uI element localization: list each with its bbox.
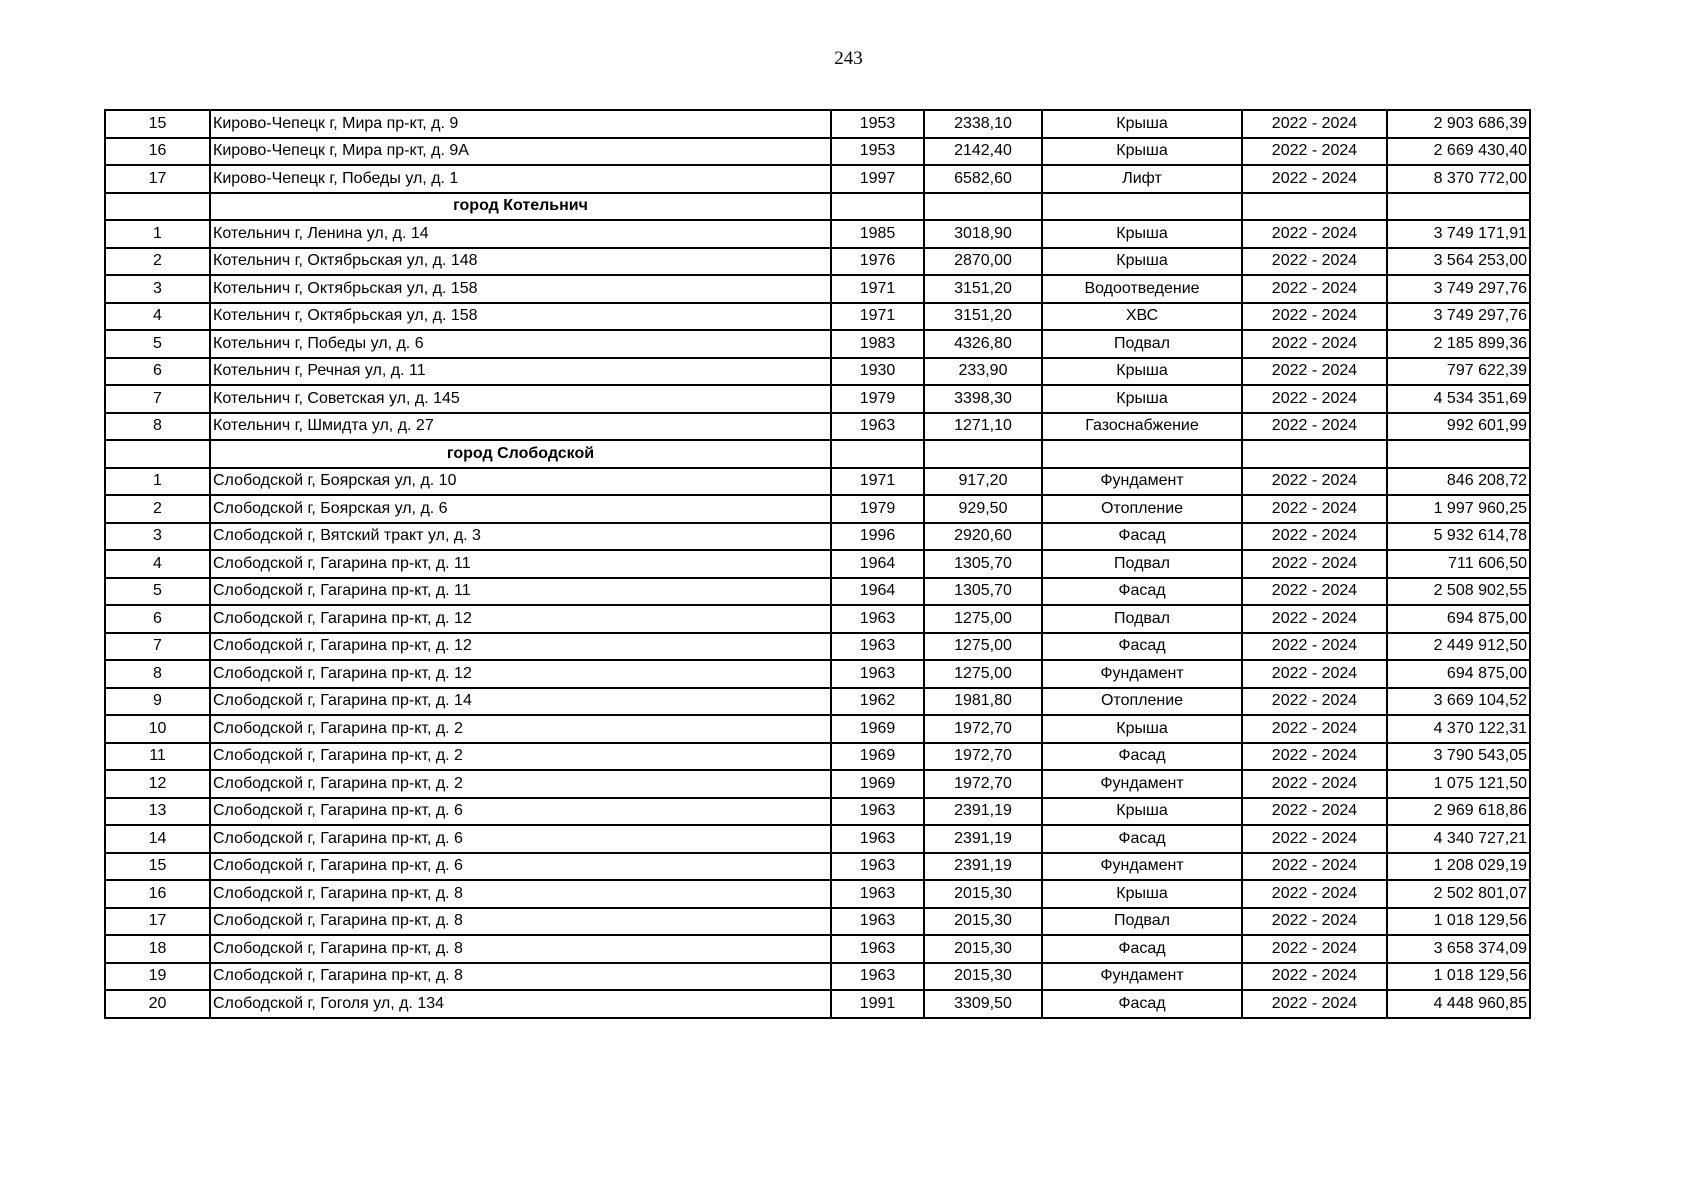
year-built-cell: 1963 bbox=[831, 908, 924, 936]
period-cell: 2022 - 2024 bbox=[1242, 908, 1387, 936]
cost-cell: 2 185 899,36 bbox=[1387, 330, 1530, 358]
cost-cell: 1 018 129,56 bbox=[1387, 963, 1530, 991]
empty-cell bbox=[924, 440, 1042, 468]
year-built-cell: 1991 bbox=[831, 990, 924, 1018]
work-type-cell: Подвал bbox=[1042, 908, 1242, 936]
area-cell: 1275,00 bbox=[924, 605, 1042, 633]
work-type-cell: Фундамент bbox=[1042, 660, 1242, 688]
address-cell: Слободской г, Гагарина пр-кт, д. 8 bbox=[210, 908, 831, 936]
table-row bbox=[105, 743, 1530, 771]
period-cell: 2022 - 2024 bbox=[1242, 303, 1387, 331]
area-cell: 2870,00 bbox=[924, 248, 1042, 276]
year-built-cell: 1953 bbox=[831, 138, 924, 166]
table-row bbox=[105, 165, 1530, 193]
work-type-cell: Фасад bbox=[1042, 523, 1242, 551]
cost-cell: 2 449 912,50 bbox=[1387, 633, 1530, 661]
area-cell: 2015,30 bbox=[924, 963, 1042, 991]
row-number-cell: 15 bbox=[105, 110, 210, 138]
period-cell: 2022 - 2024 bbox=[1242, 468, 1387, 496]
work-type-cell: Фундамент bbox=[1042, 468, 1242, 496]
year-built-cell: 1963 bbox=[831, 880, 924, 908]
work-type-cell: Фасад bbox=[1042, 935, 1242, 963]
work-type-cell: ХВС bbox=[1042, 303, 1242, 331]
cost-cell: 694 875,00 bbox=[1387, 660, 1530, 688]
year-built-cell: 1963 bbox=[831, 798, 924, 826]
row-number-cell: 16 bbox=[105, 880, 210, 908]
repair-schedule-table bbox=[104, 109, 1531, 1019]
work-type-cell: Крыша bbox=[1042, 110, 1242, 138]
row-number-cell: 12 bbox=[105, 770, 210, 798]
year-built-cell: 1979 bbox=[831, 495, 924, 523]
cost-cell: 3 658 374,09 bbox=[1387, 935, 1530, 963]
area-cell: 2391,19 bbox=[924, 798, 1042, 826]
row-number-cell: 8 bbox=[105, 660, 210, 688]
table-row bbox=[105, 908, 1530, 936]
table-row bbox=[105, 523, 1530, 551]
period-cell: 2022 - 2024 bbox=[1242, 495, 1387, 523]
address-cell: Слободской г, Гагарина пр-кт, д. 12 bbox=[210, 660, 831, 688]
area-cell: 2015,30 bbox=[924, 880, 1042, 908]
cost-cell: 2 903 686,39 bbox=[1387, 110, 1530, 138]
table-row bbox=[105, 468, 1530, 496]
year-built-cell: 1953 bbox=[831, 110, 924, 138]
area-cell: 233,90 bbox=[924, 358, 1042, 386]
table-row bbox=[105, 330, 1530, 358]
address-cell: Слободской г, Гагарина пр-кт, д. 2 bbox=[210, 770, 831, 798]
empty-cell bbox=[1387, 193, 1530, 221]
address-cell: Котельнич г, Октябрьская ул, д. 158 bbox=[210, 275, 831, 303]
address-cell: Слободской г, Гагарина пр-кт, д. 11 bbox=[210, 578, 831, 606]
work-type-cell: Отопление bbox=[1042, 688, 1242, 716]
cost-cell: 2 502 801,07 bbox=[1387, 880, 1530, 908]
row-number-cell: 4 bbox=[105, 303, 210, 331]
area-cell: 1275,00 bbox=[924, 660, 1042, 688]
cost-cell: 5 932 614,78 bbox=[1387, 523, 1530, 551]
year-built-cell: 1971 bbox=[831, 468, 924, 496]
period-cell: 2022 - 2024 bbox=[1242, 880, 1387, 908]
table-row bbox=[105, 110, 1530, 138]
cost-cell: 3 749 297,76 bbox=[1387, 275, 1530, 303]
row-number-cell: 15 bbox=[105, 853, 210, 881]
area-cell: 2015,30 bbox=[924, 908, 1042, 936]
cost-cell: 1 018 129,56 bbox=[1387, 908, 1530, 936]
area-cell: 3309,50 bbox=[924, 990, 1042, 1018]
address-cell: Слободской г, Гагарина пр-кт, д. 8 bbox=[210, 963, 831, 991]
row-number-cell: 13 bbox=[105, 798, 210, 826]
row-number-cell: 6 bbox=[105, 358, 210, 386]
cost-cell: 3 749 171,91 bbox=[1387, 220, 1530, 248]
period-cell: 2022 - 2024 bbox=[1242, 550, 1387, 578]
address-cell: Слободской г, Гагарина пр-кт, д. 12 bbox=[210, 605, 831, 633]
row-number-cell: 18 bbox=[105, 935, 210, 963]
area-cell: 1305,70 bbox=[924, 578, 1042, 606]
work-type-cell: Подвал bbox=[1042, 330, 1242, 358]
row-number-cell: 5 bbox=[105, 578, 210, 606]
period-cell: 2022 - 2024 bbox=[1242, 358, 1387, 386]
period-cell: 2022 - 2024 bbox=[1242, 385, 1387, 413]
table-row bbox=[105, 248, 1530, 276]
table-row bbox=[105, 770, 1530, 798]
empty-cell bbox=[105, 440, 210, 468]
area-cell: 3018,90 bbox=[924, 220, 1042, 248]
period-cell: 2022 - 2024 bbox=[1242, 110, 1387, 138]
table-row bbox=[105, 688, 1530, 716]
area-cell: 929,50 bbox=[924, 495, 1042, 523]
table-row bbox=[105, 275, 1530, 303]
period-cell: 2022 - 2024 bbox=[1242, 743, 1387, 771]
area-cell: 1275,00 bbox=[924, 633, 1042, 661]
table-row bbox=[105, 963, 1530, 991]
area-cell: 1271,10 bbox=[924, 413, 1042, 441]
year-built-cell: 1963 bbox=[831, 935, 924, 963]
row-number-cell: 6 bbox=[105, 605, 210, 633]
row-number-cell: 14 bbox=[105, 825, 210, 853]
work-type-cell: Крыша bbox=[1042, 220, 1242, 248]
row-number-cell: 1 bbox=[105, 220, 210, 248]
area-cell: 2338,10 bbox=[924, 110, 1042, 138]
work-type-cell: Фасад bbox=[1042, 990, 1242, 1018]
empty-cell bbox=[831, 193, 924, 221]
address-cell: Слободской г, Гагарина пр-кт, д. 8 bbox=[210, 935, 831, 963]
work-type-cell: Фундамент bbox=[1042, 963, 1242, 991]
area-cell: 2015,30 bbox=[924, 935, 1042, 963]
section-title: город Котельнич bbox=[210, 193, 831, 221]
area-cell: 917,20 bbox=[924, 468, 1042, 496]
area-cell: 3398,30 bbox=[924, 385, 1042, 413]
year-built-cell: 1964 bbox=[831, 578, 924, 606]
row-number-cell: 11 bbox=[105, 743, 210, 771]
cost-cell: 1 997 960,25 bbox=[1387, 495, 1530, 523]
row-number-cell: 20 bbox=[105, 990, 210, 1018]
address-cell: Слободской г, Гагарина пр-кт, д. 6 bbox=[210, 853, 831, 881]
cost-cell: 2 669 430,40 bbox=[1387, 138, 1530, 166]
row-number-cell: 8 bbox=[105, 413, 210, 441]
table-row bbox=[105, 798, 1530, 826]
address-cell: Слободской г, Гагарина пр-кт, д. 2 bbox=[210, 743, 831, 771]
work-type-cell: Крыша bbox=[1042, 138, 1242, 166]
year-built-cell: 1964 bbox=[831, 550, 924, 578]
table-row bbox=[105, 220, 1530, 248]
work-type-cell: Фундамент bbox=[1042, 770, 1242, 798]
area-cell: 1972,70 bbox=[924, 770, 1042, 798]
year-built-cell: 1963 bbox=[831, 633, 924, 661]
year-built-cell: 1969 bbox=[831, 770, 924, 798]
row-number-cell: 17 bbox=[105, 165, 210, 193]
empty-cell bbox=[1242, 440, 1387, 468]
work-type-cell: Подвал bbox=[1042, 550, 1242, 578]
row-number-cell: 3 bbox=[105, 275, 210, 303]
table-row bbox=[105, 715, 1530, 743]
row-number-cell: 7 bbox=[105, 633, 210, 661]
period-cell: 2022 - 2024 bbox=[1242, 963, 1387, 991]
address-cell: Котельнич г, Октябрьская ул, д. 148 bbox=[210, 248, 831, 276]
address-cell: Котельнич г, Советская ул, д. 145 bbox=[210, 385, 831, 413]
period-cell: 2022 - 2024 bbox=[1242, 605, 1387, 633]
period-cell: 2022 - 2024 bbox=[1242, 770, 1387, 798]
area-cell: 1972,70 bbox=[924, 715, 1042, 743]
row-number-cell: 16 bbox=[105, 138, 210, 166]
table-body bbox=[105, 110, 1530, 1018]
cost-cell: 4 340 727,21 bbox=[1387, 825, 1530, 853]
empty-cell bbox=[105, 193, 210, 221]
row-number-cell: 3 bbox=[105, 523, 210, 551]
year-built-cell: 1963 bbox=[831, 413, 924, 441]
year-built-cell: 1976 bbox=[831, 248, 924, 276]
address-cell: Слободской г, Гагарина пр-кт, д. 6 bbox=[210, 825, 831, 853]
empty-cell bbox=[831, 440, 924, 468]
year-built-cell: 1963 bbox=[831, 853, 924, 881]
table-row bbox=[105, 358, 1530, 386]
table-row bbox=[105, 303, 1530, 331]
table-row bbox=[105, 495, 1530, 523]
table-row bbox=[105, 605, 1530, 633]
table-row bbox=[105, 990, 1530, 1018]
address-cell: Слободской г, Боярская ул, д. 10 bbox=[210, 468, 831, 496]
work-type-cell: Отопление bbox=[1042, 495, 1242, 523]
row-number-cell: 7 bbox=[105, 385, 210, 413]
cost-cell: 797 622,39 bbox=[1387, 358, 1530, 386]
year-built-cell: 1971 bbox=[831, 303, 924, 331]
area-cell: 6582,60 bbox=[924, 165, 1042, 193]
period-cell: 2022 - 2024 bbox=[1242, 248, 1387, 276]
cost-cell: 3 564 253,00 bbox=[1387, 248, 1530, 276]
area-cell: 4326,80 bbox=[924, 330, 1042, 358]
address-cell: Котельнич г, Октябрьская ул, д. 158 bbox=[210, 303, 831, 331]
address-cell: Слободской г, Гагарина пр-кт, д. 14 bbox=[210, 688, 831, 716]
empty-cell bbox=[1042, 193, 1242, 221]
empty-cell bbox=[1242, 193, 1387, 221]
address-cell: Слободской г, Гагарина пр-кт, д. 12 bbox=[210, 633, 831, 661]
period-cell: 2022 - 2024 bbox=[1242, 413, 1387, 441]
year-built-cell: 1997 bbox=[831, 165, 924, 193]
table-row bbox=[105, 550, 1530, 578]
period-cell: 2022 - 2024 bbox=[1242, 990, 1387, 1018]
year-built-cell: 1969 bbox=[831, 743, 924, 771]
empty-cell bbox=[924, 193, 1042, 221]
period-cell: 2022 - 2024 bbox=[1242, 523, 1387, 551]
area-cell: 3151,20 bbox=[924, 303, 1042, 331]
year-built-cell: 1963 bbox=[831, 660, 924, 688]
work-type-cell: Водоотведение bbox=[1042, 275, 1242, 303]
period-cell: 2022 - 2024 bbox=[1242, 275, 1387, 303]
work-type-cell: Крыша bbox=[1042, 358, 1242, 386]
cost-cell: 992 601,99 bbox=[1387, 413, 1530, 441]
empty-cell bbox=[1387, 440, 1530, 468]
address-cell: Кирово-Чепецк г, Победы ул, д. 1 bbox=[210, 165, 831, 193]
cost-cell: 846 208,72 bbox=[1387, 468, 1530, 496]
row-number-cell: 4 bbox=[105, 550, 210, 578]
work-type-cell: Крыша bbox=[1042, 385, 1242, 413]
table-row bbox=[105, 578, 1530, 606]
cost-cell: 2 508 902,55 bbox=[1387, 578, 1530, 606]
period-cell: 2022 - 2024 bbox=[1242, 578, 1387, 606]
row-number-cell: 17 bbox=[105, 908, 210, 936]
row-number-cell: 2 bbox=[105, 495, 210, 523]
cost-cell: 711 606,50 bbox=[1387, 550, 1530, 578]
address-cell: Слободской г, Вятский тракт ул, д. 3 bbox=[210, 523, 831, 551]
period-cell: 2022 - 2024 bbox=[1242, 825, 1387, 853]
row-number-cell: 9 bbox=[105, 688, 210, 716]
area-cell: 1305,70 bbox=[924, 550, 1042, 578]
row-number-cell: 19 bbox=[105, 963, 210, 991]
address-cell: Слободской г, Гагарина пр-кт, д. 11 bbox=[210, 550, 831, 578]
cost-cell: 4 370 122,31 bbox=[1387, 715, 1530, 743]
row-number-cell: 5 bbox=[105, 330, 210, 358]
page-number: 243 bbox=[834, 48, 863, 69]
address-cell: Слободской г, Гагарина пр-кт, д. 8 bbox=[210, 880, 831, 908]
table-row bbox=[105, 825, 1530, 853]
table-row bbox=[105, 633, 1530, 661]
year-built-cell: 1963 bbox=[831, 963, 924, 991]
work-type-cell: Крыша bbox=[1042, 715, 1242, 743]
table-row bbox=[105, 880, 1530, 908]
address-cell: Котельнич г, Победы ул, д. 6 bbox=[210, 330, 831, 358]
year-built-cell: 1971 bbox=[831, 275, 924, 303]
address-cell: Котельнич г, Ленина ул, д. 14 bbox=[210, 220, 831, 248]
work-type-cell: Газоснабжение bbox=[1042, 413, 1242, 441]
year-built-cell: 1996 bbox=[831, 523, 924, 551]
address-cell: Слободской г, Гагарина пр-кт, д. 6 bbox=[210, 798, 831, 826]
area-cell: 1981,80 bbox=[924, 688, 1042, 716]
area-cell: 2391,19 bbox=[924, 853, 1042, 881]
area-cell: 2920,60 bbox=[924, 523, 1042, 551]
table-row bbox=[105, 385, 1530, 413]
address-cell: Котельнич г, Речная ул, д. 11 bbox=[210, 358, 831, 386]
area-cell: 1972,70 bbox=[924, 743, 1042, 771]
year-built-cell: 1985 bbox=[831, 220, 924, 248]
year-built-cell: 1963 bbox=[831, 825, 924, 853]
work-type-cell: Лифт bbox=[1042, 165, 1242, 193]
work-type-cell: Фундамент bbox=[1042, 853, 1242, 881]
address-cell: Кирово-Чепецк г, Мира пр-кт, д. 9 bbox=[210, 110, 831, 138]
cost-cell: 3 669 104,52 bbox=[1387, 688, 1530, 716]
row-number-cell: 2 bbox=[105, 248, 210, 276]
work-type-cell: Крыша bbox=[1042, 798, 1242, 826]
cost-cell: 2 969 618,86 bbox=[1387, 798, 1530, 826]
period-cell: 2022 - 2024 bbox=[1242, 330, 1387, 358]
table-row bbox=[105, 935, 1530, 963]
table-row bbox=[105, 138, 1530, 166]
cost-cell: 694 875,00 bbox=[1387, 605, 1530, 633]
row-number-cell: 10 bbox=[105, 715, 210, 743]
section-title: город Слободской bbox=[210, 440, 831, 468]
work-type-cell: Подвал bbox=[1042, 605, 1242, 633]
address-cell: Слободской г, Гагарина пр-кт, д. 2 bbox=[210, 715, 831, 743]
work-type-cell: Крыша bbox=[1042, 248, 1242, 276]
year-built-cell: 1963 bbox=[831, 605, 924, 633]
work-type-cell: Фасад bbox=[1042, 578, 1242, 606]
period-cell: 2022 - 2024 bbox=[1242, 798, 1387, 826]
cost-cell: 4 534 351,69 bbox=[1387, 385, 1530, 413]
cost-cell: 1 208 029,19 bbox=[1387, 853, 1530, 881]
cost-cell: 1 075 121,50 bbox=[1387, 770, 1530, 798]
work-type-cell: Фасад bbox=[1042, 825, 1242, 853]
address-cell: Слободской г, Боярская ул, д. 6 bbox=[210, 495, 831, 523]
work-type-cell: Крыша bbox=[1042, 880, 1242, 908]
work-type-cell: Фасад bbox=[1042, 633, 1242, 661]
period-cell: 2022 - 2024 bbox=[1242, 715, 1387, 743]
area-cell: 2391,19 bbox=[924, 825, 1042, 853]
table-row bbox=[105, 660, 1530, 688]
year-built-cell: 1979 bbox=[831, 385, 924, 413]
period-cell: 2022 - 2024 bbox=[1242, 688, 1387, 716]
cost-cell: 3 749 297,76 bbox=[1387, 303, 1530, 331]
area-cell: 3151,20 bbox=[924, 275, 1042, 303]
empty-cell bbox=[1042, 440, 1242, 468]
address-cell: Кирово-Чепецк г, Мира пр-кт, д. 9А bbox=[210, 138, 831, 166]
row-number-cell: 1 bbox=[105, 468, 210, 496]
year-built-cell: 1962 bbox=[831, 688, 924, 716]
cost-cell: 3 790 543,05 bbox=[1387, 743, 1530, 771]
period-cell: 2022 - 2024 bbox=[1242, 660, 1387, 688]
section-header-row bbox=[105, 440, 1530, 468]
address-cell: Котельнич г, Шмидта ул, д. 27 bbox=[210, 413, 831, 441]
period-cell: 2022 - 2024 bbox=[1242, 853, 1387, 881]
cost-cell: 4 448 960,85 bbox=[1387, 990, 1530, 1018]
period-cell: 2022 - 2024 bbox=[1242, 138, 1387, 166]
section-header-row bbox=[105, 193, 1530, 221]
period-cell: 2022 - 2024 bbox=[1242, 165, 1387, 193]
area-cell: 2142,40 bbox=[924, 138, 1042, 166]
cost-cell: 8 370 772,00 bbox=[1387, 165, 1530, 193]
table-row bbox=[105, 413, 1530, 441]
table-row bbox=[105, 853, 1530, 881]
period-cell: 2022 - 2024 bbox=[1242, 220, 1387, 248]
address-cell: Слободской г, Гоголя ул, д. 134 bbox=[210, 990, 831, 1018]
year-built-cell: 1969 bbox=[831, 715, 924, 743]
year-built-cell: 1930 bbox=[831, 358, 924, 386]
period-cell: 2022 - 2024 bbox=[1242, 633, 1387, 661]
year-built-cell: 1983 bbox=[831, 330, 924, 358]
period-cell: 2022 - 2024 bbox=[1242, 935, 1387, 963]
work-type-cell: Фасад bbox=[1042, 743, 1242, 771]
